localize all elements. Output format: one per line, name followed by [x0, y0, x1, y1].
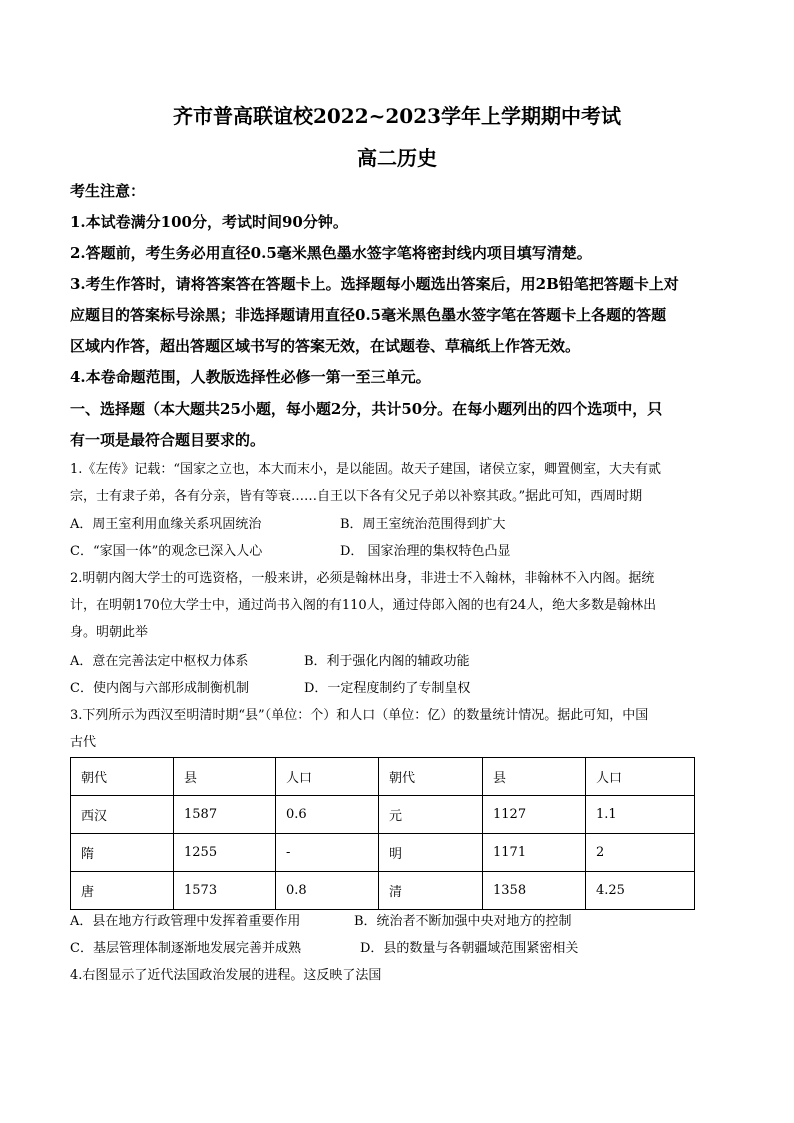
question-stem: 1.《左传》记载：“国家之立也，本大而末小，是以能固。故天子建国，诸侯立家，卿置侧室，大夫有贰 — [70, 462, 662, 477]
table-cell: 元 — [379, 796, 483, 834]
notice-item: 3.考生作答时，请将答案答在答题卡上。选择题每小题选出答案后，用2B铅笔把答题卡上对 — [70, 275, 679, 293]
table-cell: 1573 — [174, 872, 276, 910]
table-row — [71, 872, 695, 910]
notice-item: 应题目的答案标号涂黑；非选择题请用直径0.5毫米黑色墨水签字笔在答题卡上各题的答题 — [70, 306, 667, 324]
table-header-cell: 县 — [174, 758, 276, 796]
option-b: B．利于强化内阁的辅政功能 — [304, 654, 470, 669]
option-a: A．意在完善法定中枢权力体系 — [70, 654, 249, 669]
table-header-row — [71, 758, 695, 796]
table-cell: - — [276, 834, 379, 872]
table-cell: 2 — [586, 834, 695, 872]
question-stem: 4.右图显示了近代法国政治发展的进程。这反映了法国 — [70, 968, 382, 983]
table-row — [71, 834, 695, 872]
section-heading: 有一项是最符合题目要求的。 — [70, 431, 266, 449]
table-cell: 清 — [379, 872, 483, 910]
option-a: A．周王室利用血缘关系巩固统治 — [70, 517, 262, 532]
table-cell: 1171 — [483, 834, 586, 872]
exam-title: 齐市普高联谊校2022~2023学年上学期期中考试 — [172, 104, 622, 128]
question-stem: 计，在明朝170位大学士中，通过尚书入阁的有110人，通过侍郎入阁的也有24人，绝大多数是翰林出 — [70, 598, 657, 613]
notice-item: 2.答题前，考生务必用直径0.5毫米黑色墨水签字笔将密封线内项目填写清楚。 — [70, 244, 592, 262]
notice-item: 4.本卷命题范围，人教版选择性必修一第一至三单元。 — [70, 368, 431, 386]
table-cell: 1255 — [174, 834, 276, 872]
table-cell: 0.8 — [276, 872, 379, 910]
question-stem: 2.明朝内阁大学士的可选资格，一般来讲，必须是翰林出身，非进士不入翰林，非翰林不入内阁。据统 — [70, 571, 655, 586]
table-cell: 1127 — [483, 796, 586, 834]
option-d: D．县的数量与各朝疆域范围紧密相关 — [360, 941, 579, 956]
notice-item: 1.本试卷满分100分，考试时间90分钟。 — [70, 213, 348, 231]
option-b: B．统治者不断加强中央对地方的控制 — [354, 914, 572, 929]
option-b: B．周王室统治范围得到扩大 — [340, 517, 506, 532]
table-cell: 1587 — [174, 796, 276, 834]
option-d: D．一定程度制约了专制皇权 — [304, 681, 471, 696]
statistics-table — [70, 757, 695, 910]
notice-heading: 考生注意： — [70, 182, 146, 200]
option-a: A．县在地方行政管理中发挥着重要作用 — [70, 914, 301, 929]
question-stem: 古代 — [70, 735, 97, 750]
table-header-cell: 县 — [483, 758, 586, 796]
option-c: C．基层管理体制逐渐地发展完善并成熟 — [70, 941, 301, 956]
table-cell: 明 — [379, 834, 483, 872]
table-header-cell: 人口 — [276, 758, 379, 796]
table-header-cell: 朝代 — [71, 758, 174, 796]
option-d: D． 国家治理的集权特色凸显 — [340, 544, 511, 559]
table-row — [71, 796, 695, 834]
table-cell: 唐 — [71, 872, 174, 910]
question-stem: 身。明朝此举 — [70, 625, 149, 640]
table-cell: 1358 — [483, 872, 586, 910]
table-cell: 西汉 — [71, 796, 174, 834]
notice-item: 区域内作答，超出答题区域书写的答案无效，在试题卷、草稿纸上作答无效。 — [70, 337, 581, 355]
table-cell: 隋 — [71, 834, 174, 872]
table-header-cell: 人口 — [586, 758, 695, 796]
section-heading: 一、选择题（本大题共25小题，每小题2分，共计50分。在每小题列出的四个选项中，只 — [70, 400, 663, 418]
table-cell: 1.1 — [586, 796, 695, 834]
table-cell: 0.6 — [276, 796, 379, 834]
question-stem: 3.下列所示为西汉至明清时期“县”（单位：个）和人口（单位：亿）的数量统计情况。据此可知，中国 — [70, 708, 649, 723]
exam-subject: 高二历史 — [357, 146, 437, 170]
option-c: C．“家国一体”的观念已深入人心 — [70, 544, 263, 559]
table-header-cell: 朝代 — [379, 758, 483, 796]
option-c: C．使内阁与六部形成制衡机制 — [70, 681, 249, 696]
question-stem: 宗，士有隶子弟，各有分亲，皆有等衰……自王以下各有父兄子弟以补察其政。”据此可知，西周时期 — [70, 489, 643, 504]
table-cell: 4.25 — [586, 872, 695, 910]
